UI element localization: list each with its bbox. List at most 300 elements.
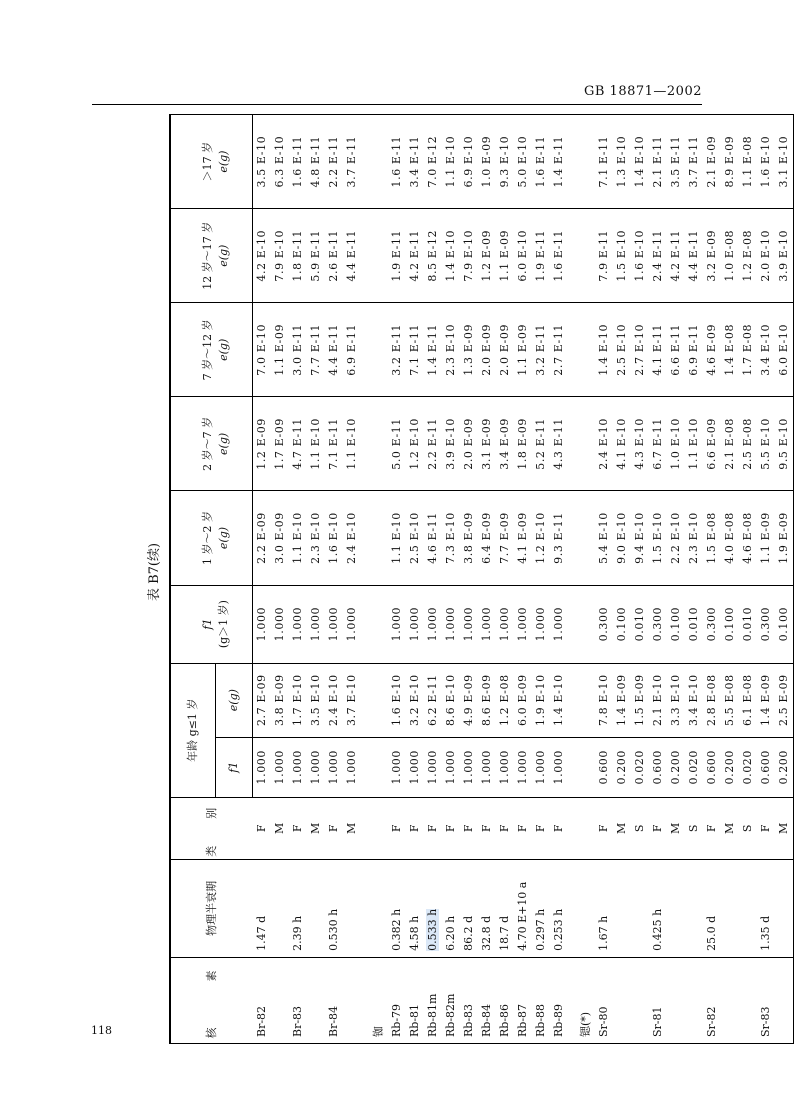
class-cell: F — [388, 797, 406, 859]
half-life-value: 2.39 h — [291, 915, 304, 951]
infant-eg-cell: 2.5 E-09 — [775, 663, 794, 737]
empty-cell — [577, 115, 595, 209]
table-row — [289, 115, 307, 1044]
infant-eg-cell: 1.4 E-09 — [757, 663, 775, 737]
table-row — [442, 115, 460, 1044]
eg-cell-age-2-7: 5.0 E-11 — [388, 397, 406, 491]
class-cell: F — [289, 797, 307, 859]
empty-cell — [370, 115, 388, 209]
spacer-cell — [568, 663, 577, 737]
eg-cell-age-1-2: 4.1 E-09 — [514, 491, 532, 585]
older-f1-cell: 1.000 — [307, 585, 325, 663]
half-life-value: 86.2 d — [462, 915, 475, 951]
eg-cell-age-7-12: 6.9 E-11 — [685, 303, 703, 397]
spacer-cell — [361, 797, 370, 859]
standard-code: GB 18871—2002 — [583, 84, 702, 99]
class-cell: F — [703, 797, 721, 859]
nuclide-cell: Rb-82m — [442, 957, 460, 1043]
half-life-cell — [757, 859, 775, 957]
half-life-cell — [532, 859, 550, 957]
half-life-cell — [424, 859, 442, 957]
infant-f1-cell: 0.200 — [667, 737, 685, 797]
infant-eg-cell: 3.4 E-10 — [685, 663, 703, 737]
class-cell: F — [424, 797, 442, 859]
nuclide-cell — [721, 957, 739, 1043]
older-f1-cell: 1.000 — [289, 585, 307, 663]
eg-cell-age-12-17: 8.5 E-12 — [424, 209, 442, 303]
empty-cell — [577, 491, 595, 585]
eg-cell-age-2-7: 1.7 E-09 — [271, 397, 289, 491]
infant-eg-cell: 6.1 E-08 — [739, 663, 757, 737]
eg-cell-age-12-17: 2.4 E-11 — [649, 209, 667, 303]
col-header-age-7-12: 7 岁～12 岁 — [170, 303, 216, 397]
infant-eg-cell: 3.2 E-10 — [406, 663, 424, 737]
eg-cell-age-12-17: 7.9 E-10 — [460, 209, 478, 303]
spacer-cell — [361, 397, 370, 491]
older-f1-cell: 1.000 — [442, 585, 460, 663]
empty-cell — [577, 859, 595, 957]
table-row — [550, 115, 568, 1044]
eg-cell-age-12-17: 5.9 E-11 — [307, 209, 325, 303]
eg-cell-age-7-12: 1.4 E-11 — [424, 303, 442, 397]
class-cell: M — [667, 797, 685, 859]
infant-eg-cell: 8.6 E-09 — [478, 663, 496, 737]
eg-cell-age-1-2: 4.0 E-08 — [721, 491, 739, 585]
eg-cell-age-1-2: 2.3 E-10 — [307, 491, 325, 585]
nuclide-cell: Rb-81 — [406, 957, 424, 1043]
empty-cell — [370, 209, 388, 303]
nuclide-cell: Sr-83 — [757, 957, 775, 1043]
table-row — [667, 115, 685, 1044]
eg-cell-age-17-plus: 1.6 E-11 — [388, 115, 406, 209]
eg-cell-age-2-7: 9.5 E-10 — [775, 397, 794, 491]
spacer-cell — [568, 115, 577, 209]
eg-cell-age-7-12: 1.4 E-08 — [721, 303, 739, 397]
infant-f1-cell: 1.000 — [253, 737, 272, 797]
class-cell: S — [685, 797, 703, 859]
class-cell: F — [406, 797, 424, 859]
nuclide-cell — [343, 957, 361, 1043]
half-life-value: 25.0 d — [705, 915, 718, 951]
older-f1-cell: 1.000 — [460, 585, 478, 663]
older-f1-cell: 0.300 — [757, 585, 775, 663]
empty-cell — [370, 585, 388, 663]
half-life-cell — [325, 859, 343, 957]
eg-cell-age-12-17: 4.4 E-11 — [685, 209, 703, 303]
eg-cell-age-7-12: 2.7 E-10 — [631, 303, 649, 397]
table-row — [271, 115, 289, 1044]
infant-f1-cell: 1.000 — [478, 737, 496, 797]
nuclide-cell: Rb-88 — [532, 957, 550, 1043]
eg-cell-age-7-12: 6.6 E-11 — [667, 303, 685, 397]
eg-cell-age-1-2: 1.9 E-09 — [775, 491, 794, 585]
half-life-value: 4.58 h — [408, 915, 421, 951]
eg-cell-age-17-plus: 4.8 E-11 — [307, 115, 325, 209]
older-f1-cell: 1.000 — [406, 585, 424, 663]
class-cell: M — [343, 797, 361, 859]
eg-cell-age-7-12: 4.1 E-11 — [649, 303, 667, 397]
older-f1-cell: 0.300 — [595, 585, 613, 663]
half-life-value: 18.7 d — [498, 915, 511, 951]
eg-cell-age-2-7: 2.4 E-10 — [595, 397, 613, 491]
infant-f1-cell: 0.600 — [703, 737, 721, 797]
eg-cell-age-17-plus: 9.3 E-10 — [496, 115, 514, 209]
table-row — [613, 115, 631, 1044]
nuclide-cell: Sr-82 — [703, 957, 721, 1043]
eg-cell-age-17-plus: 1.3 E-10 — [613, 115, 631, 209]
eg-cell-age-12-17: 3.2 E-09 — [703, 209, 721, 303]
col-header-eg-4: e(g) — [216, 209, 253, 303]
group-spacer — [361, 115, 370, 1044]
eg-cell-age-2-7: 4.3 E-11 — [550, 397, 568, 491]
half-life-cell — [631, 859, 649, 957]
infant-f1-cell: 1.000 — [406, 737, 424, 797]
half-life-cell — [478, 859, 496, 957]
nuclide-cell: Rb-83 — [460, 957, 478, 1043]
eg-cell-age-2-7: 4.1 E-10 — [613, 397, 631, 491]
half-life-value: 1.47 d — [254, 915, 268, 951]
infant-f1-cell: 0.020 — [739, 737, 757, 797]
table-row — [595, 115, 613, 1044]
class-cell: F — [595, 797, 613, 859]
col-header-infant-eg: e(g) — [216, 663, 253, 737]
nuclide-cell: Rb-89 — [550, 957, 568, 1043]
eg-cell-age-12-17: 2.0 E-10 — [757, 209, 775, 303]
nuclide-cell — [667, 957, 685, 1043]
older-f1-cell: 1.000 — [253, 585, 272, 663]
col-header-age-2-7: 2 岁～7 岁 — [170, 397, 216, 491]
class-cell: M — [271, 797, 289, 859]
eg-cell-age-12-17: 7.9 E-10 — [271, 209, 289, 303]
eg-cell-age-1-2: 1.1 E-10 — [289, 491, 307, 585]
class-cell: F — [514, 797, 532, 859]
class-cell: F — [478, 797, 496, 859]
half-life-cell — [775, 859, 794, 957]
header-rule — [92, 104, 702, 105]
half-life-value: 6.20 h — [444, 915, 457, 951]
eg-cell-age-12-17: 1.1 E-09 — [496, 209, 514, 303]
eg-cell-age-1-2: 3.0 E-09 — [271, 491, 289, 585]
table-row — [532, 115, 550, 1044]
eg-cell-age-1-2: 2.4 E-10 — [343, 491, 361, 585]
table-row — [757, 115, 775, 1044]
eg-cell-age-1-2: 4.6 E-08 — [739, 491, 757, 585]
older-f1-cell: 0.100 — [613, 585, 631, 663]
table-row — [496, 115, 514, 1044]
eg-cell-age-1-2: 6.4 E-09 — [478, 491, 496, 585]
eg-cell-age-1-2: 1.5 E-08 — [703, 491, 721, 585]
nuclide-cell — [307, 957, 325, 1043]
eg-cell-age-12-17: 1.9 E-11 — [532, 209, 550, 303]
older-f1-cell: 1.000 — [532, 585, 550, 663]
infant-f1-cell: 0.020 — [631, 737, 649, 797]
eg-cell-age-12-17: 1.2 E-09 — [478, 209, 496, 303]
table-row — [325, 115, 343, 1044]
infant-eg-cell: 3.8 E-09 — [271, 663, 289, 737]
older-f1-cell: 1.000 — [514, 585, 532, 663]
table-row — [406, 115, 424, 1044]
element-heading-row — [577, 115, 595, 1044]
eg-cell-age-1-2: 1.1 E-10 — [388, 491, 406, 585]
empty-cell — [577, 585, 595, 663]
eg-cell-age-17-plus: 1.1 E-08 — [739, 115, 757, 209]
eg-cell-age-7-12: 1.1 E-09 — [514, 303, 532, 397]
infant-f1-cell: 1.000 — [307, 737, 325, 797]
eg-cell-age-7-12: 1.3 E-09 — [460, 303, 478, 397]
eg-cell-age-12-17: 1.0 E-08 — [721, 209, 739, 303]
eg-cell-age-17-plus: 3.7 E-11 — [685, 115, 703, 209]
eg-cell-age-7-12: 2.3 E-10 — [442, 303, 460, 397]
table-row — [388, 115, 406, 1044]
half-life-cell — [613, 859, 631, 957]
element-name: 铷 — [370, 957, 388, 1043]
eg-cell-age-2-7: 3.1 E-09 — [478, 397, 496, 491]
eg-cell-age-7-12: 7.0 E-10 — [253, 303, 272, 397]
eg-cell-age-12-17: 4.2 E-11 — [406, 209, 424, 303]
spacer-cell — [361, 585, 370, 663]
eg-cell-age-7-12: 2.0 E-09 — [478, 303, 496, 397]
spacer-cell — [361, 957, 370, 1043]
older-f1-cell: 0.100 — [721, 585, 739, 663]
eg-cell-age-1-2: 4.6 E-11 — [424, 491, 442, 585]
infant-f1-cell: 1.000 — [460, 737, 478, 797]
infant-eg-cell: 4.9 E-09 — [460, 663, 478, 737]
spacer-cell — [568, 957, 577, 1043]
spacer-cell — [361, 859, 370, 957]
eg-cell-age-17-plus: 2.1 E-09 — [703, 115, 721, 209]
spacer-cell — [568, 859, 577, 957]
table-row — [253, 115, 272, 1044]
eg-cell-age-17-plus: 3.4 E-11 — [406, 115, 424, 209]
infant-eg-cell: 2.7 E-09 — [253, 663, 272, 737]
col-header-f1-older: f1 — [170, 585, 216, 663]
infant-f1-cell: 1.000 — [532, 737, 550, 797]
eg-cell-age-12-17: 1.4 E-10 — [442, 209, 460, 303]
eg-cell-age-12-17: 4.2 E-10 — [253, 209, 272, 303]
nuclide-cell — [271, 957, 289, 1043]
infant-eg-cell: 5.5 E-08 — [721, 663, 739, 737]
eg-cell-age-17-plus: 6.3 E-10 — [271, 115, 289, 209]
class-cell: M — [721, 797, 739, 859]
half-life-cell — [343, 859, 361, 957]
half-life-value: 0.253 h — [552, 908, 565, 951]
half-life-cell — [739, 859, 757, 957]
col-header-eg-3: e(g) — [216, 303, 253, 397]
empty-cell — [370, 663, 388, 737]
spacer-cell — [568, 585, 577, 663]
half-life-cell — [460, 859, 478, 957]
eg-cell-age-2-7: 3.9 E-10 — [442, 397, 460, 491]
eg-cell-age-17-plus: 8.9 E-09 — [721, 115, 739, 209]
spacer-cell — [361, 491, 370, 585]
eg-cell-age-1-2: 2.5 E-10 — [406, 491, 424, 585]
older-f1-cell: 1.000 — [496, 585, 514, 663]
table-row — [775, 115, 794, 1044]
infant-eg-cell: 1.5 E-09 — [631, 663, 649, 737]
infant-f1-cell: 1.000 — [343, 737, 361, 797]
col-header-eg-1: e(g) — [216, 491, 253, 585]
eg-cell-age-17-plus: 1.6 E-11 — [532, 115, 550, 209]
eg-cell-age-17-plus: 3.1 E-10 — [775, 115, 794, 209]
spacer-cell — [361, 303, 370, 397]
infant-eg-cell: 1.4 E-10 — [550, 663, 568, 737]
infant-f1-cell: 1.000 — [514, 737, 532, 797]
rotated-table-container — [147, 114, 794, 1044]
eg-cell-age-17-plus: 2.1 E-11 — [649, 115, 667, 209]
infant-f1-cell: 0.600 — [649, 737, 667, 797]
col-header-eg-5: e(g) — [216, 115, 253, 209]
table-row — [685, 115, 703, 1044]
nuclide-cell — [631, 957, 649, 1043]
eg-cell-age-17-plus: 2.2 E-11 — [325, 115, 343, 209]
infant-f1-cell: 1.000 — [550, 737, 568, 797]
class-cell: F — [532, 797, 550, 859]
half-life-cell — [442, 859, 460, 957]
eg-cell-age-12-17: 1.5 E-10 — [613, 209, 631, 303]
eg-cell-age-1-2: 3.8 E-09 — [460, 491, 478, 585]
half-life-value: 0.382 h — [390, 908, 403, 951]
eg-cell-age-17-plus: 3.7 E-11 — [343, 115, 361, 209]
eg-cell-age-1-2: 9.3 E-11 — [550, 491, 568, 585]
table-row — [514, 115, 532, 1044]
eg-cell-age-2-7: 1.1 E-10 — [343, 397, 361, 491]
col-header-half-life: 物理半衰期 — [170, 859, 253, 957]
eg-cell-age-1-2: 1.6 E-10 — [325, 491, 343, 585]
empty-cell — [577, 397, 595, 491]
half-life-value: 32.8 d — [480, 915, 493, 951]
half-life-cell — [685, 859, 703, 957]
class-cell: M — [613, 797, 631, 859]
eg-cell-age-12-17: 4.2 E-11 — [667, 209, 685, 303]
spacer-cell — [568, 737, 577, 797]
eg-cell-age-2-7: 5.2 E-11 — [532, 397, 550, 491]
class-cell: F — [253, 797, 272, 859]
eg-cell-age-1-2: 5.4 E-10 — [595, 491, 613, 585]
infant-f1-cell: 0.200 — [613, 737, 631, 797]
table-row — [478, 115, 496, 1044]
eg-cell-age-7-12: 3.4 E-10 — [757, 303, 775, 397]
infant-eg-cell: 1.7 E-10 — [289, 663, 307, 737]
eg-cell-age-1-2: 1.2 E-10 — [532, 491, 550, 585]
nuclide-cell — [685, 957, 703, 1043]
nuclide-cell: Br-83 — [289, 957, 307, 1043]
half-life-cell — [496, 859, 514, 957]
nuclide-cell: Rb-79 — [388, 957, 406, 1043]
spacer-cell — [361, 663, 370, 737]
element-name: 锶(*) — [577, 957, 595, 1043]
spacer-cell — [568, 303, 577, 397]
eg-cell-age-17-plus: 1.0 E-09 — [478, 115, 496, 209]
eg-cell-age-17-plus: 3.5 E-11 — [667, 115, 685, 209]
infant-eg-cell: 3.5 E-10 — [307, 663, 325, 737]
eg-cell-age-2-7: 2.1 E-08 — [721, 397, 739, 491]
older-f1-cell: 0.300 — [649, 585, 667, 663]
older-f1-cell: 0.010 — [685, 585, 703, 663]
infant-eg-cell: 6.2 E-11 — [424, 663, 442, 737]
infant-f1-cell: 1.000 — [388, 737, 406, 797]
spacer-cell — [568, 797, 577, 859]
nuclide-cell — [775, 957, 794, 1043]
infant-f1-cell: 0.200 — [775, 737, 794, 797]
eg-cell-age-7-12: 4.6 E-09 — [703, 303, 721, 397]
spacer-cell — [361, 115, 370, 209]
table-body — [253, 115, 794, 1044]
older-f1-cell: 0.100 — [775, 585, 794, 663]
infant-eg-cell: 3.3 E-10 — [667, 663, 685, 737]
empty-cell — [577, 737, 595, 797]
eg-cell-age-1-2: 7.7 E-09 — [496, 491, 514, 585]
half-life-cell — [649, 859, 667, 957]
older-f1-cell: 1.000 — [478, 585, 496, 663]
col-header-age-17-plus: ＞17 岁 — [170, 115, 216, 209]
spacer-cell — [568, 209, 577, 303]
eg-cell-age-17-plus: 1.1 E-10 — [442, 115, 460, 209]
eg-cell-age-17-plus: 6.9 E-10 — [460, 115, 478, 209]
eg-cell-age-2-7: 1.2 E-09 — [253, 397, 272, 491]
table-row — [721, 115, 739, 1044]
infant-eg-cell: 1.9 E-10 — [532, 663, 550, 737]
eg-cell-age-7-12: 1.1 E-09 — [271, 303, 289, 397]
eg-cell-age-12-17: 1.8 E-11 — [289, 209, 307, 303]
eg-cell-age-17-plus: 1.4 E-10 — [631, 115, 649, 209]
class-cell: F — [757, 797, 775, 859]
eg-cell-age-17-plus: 7.0 E-12 — [424, 115, 442, 209]
older-f1-cell: 1.000 — [424, 585, 442, 663]
dose-coefficient-table — [169, 114, 794, 1044]
eg-cell-age-17-plus: 1.6 E-10 — [757, 115, 775, 209]
class-cell: S — [739, 797, 757, 859]
table-row — [703, 115, 721, 1044]
class-cell: F — [460, 797, 478, 859]
eg-cell-age-7-12: 2.0 E-09 — [496, 303, 514, 397]
eg-cell-age-2-7: 4.3 E-10 — [631, 397, 649, 491]
infant-f1-cell: 0.600 — [757, 737, 775, 797]
empty-cell — [577, 797, 595, 859]
eg-cell-age-12-17: 3.9 E-10 — [775, 209, 794, 303]
half-life-value: 4.70 E+10 a — [516, 881, 529, 951]
col-header-age-12-17: 12 岁～17 岁 — [170, 209, 216, 303]
eg-cell-age-17-plus: 3.5 E-10 — [253, 115, 272, 209]
page-number: 118 — [91, 1024, 112, 1037]
infant-eg-cell: 1.6 E-10 — [388, 663, 406, 737]
nuclide-cell: Sr-81 — [649, 957, 667, 1043]
older-f1-cell: 1.000 — [271, 585, 289, 663]
eg-cell-age-12-17: 1.9 E-11 — [388, 209, 406, 303]
older-f1-cell: 1.000 — [550, 585, 568, 663]
infant-f1-cell: 1.000 — [325, 737, 343, 797]
table-row — [631, 115, 649, 1044]
older-f1-cell: 0.010 — [631, 585, 649, 663]
eg-cell-age-12-17: 7.9 E-11 — [595, 209, 613, 303]
eg-cell-age-2-7: 1.2 E-10 — [406, 397, 424, 491]
class-cell: M — [307, 797, 325, 859]
older-f1-cell: 0.100 — [667, 585, 685, 663]
class-cell: M — [775, 797, 794, 859]
older-f1-cell: 0.010 — [739, 585, 757, 663]
table-row — [460, 115, 478, 1044]
infant-eg-cell: 7.8 E-10 — [595, 663, 613, 737]
eg-cell-age-7-12: 6.0 E-10 — [775, 303, 794, 397]
col-header-age-1-2: 1 岁～2 岁 — [170, 491, 216, 585]
half-life-cell — [721, 859, 739, 957]
eg-cell-age-1-2: 1.5 E-10 — [649, 491, 667, 585]
spacer-cell — [568, 397, 577, 491]
half-life-cell — [550, 859, 568, 957]
nuclide-cell: Sr-80 — [595, 957, 613, 1043]
eg-cell-age-7-12: 1.4 E-10 — [595, 303, 613, 397]
empty-cell — [577, 303, 595, 397]
eg-cell-age-12-17: 1.6 E-10 — [631, 209, 649, 303]
